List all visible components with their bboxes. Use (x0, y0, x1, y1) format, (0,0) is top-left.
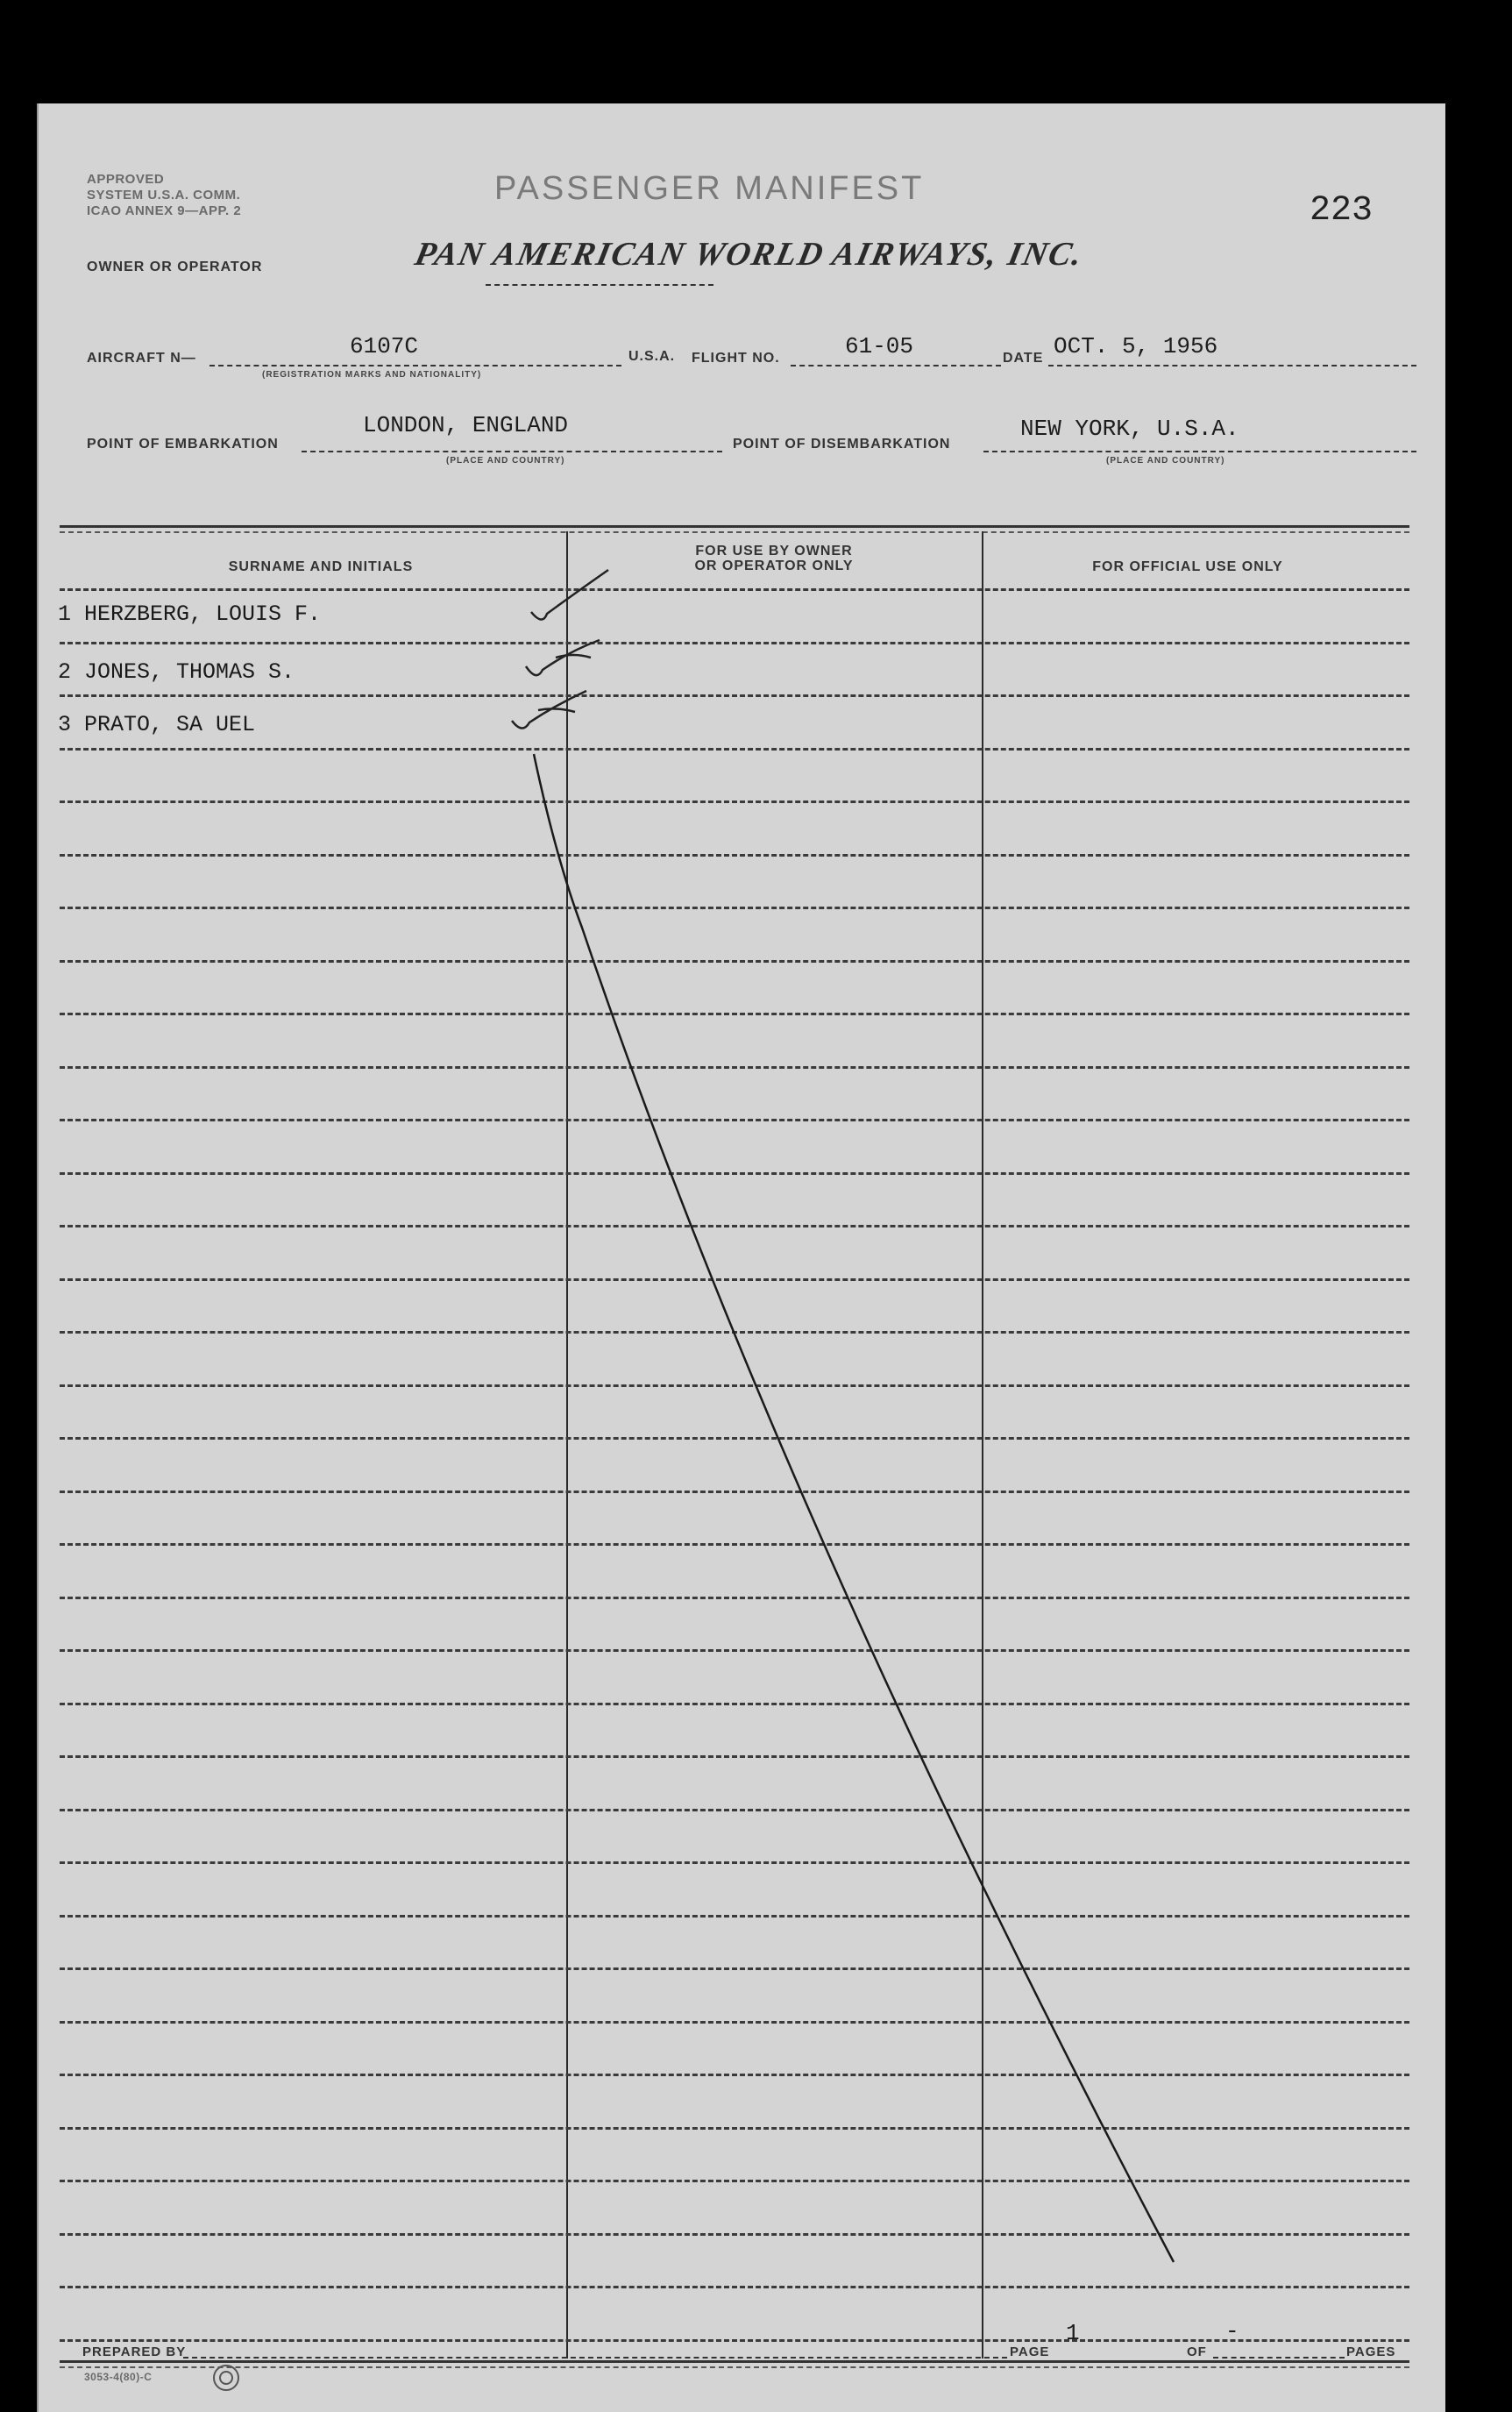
pages-label: PAGES (1346, 2344, 1396, 2359)
form-title: PASSENGER MANIFEST (494, 170, 925, 207)
flight-value: 61-05 (845, 333, 914, 359)
date-label: DATE (1003, 351, 1044, 366)
check-mark (526, 640, 600, 675)
union-label-icon (210, 2362, 242, 2394)
usa-label: U.S.A. (628, 349, 676, 364)
col-header-official: FOR OFFICIAL USE ONLY (1092, 559, 1283, 574)
aircraft-label: AIRCRAFT N— (87, 351, 196, 366)
owner-label: OWNER OR OPERATOR (87, 260, 263, 274)
col-header-owner-line1: FOR USE BY OWNER (695, 544, 853, 559)
approval-line: ICAO ANNEX 9—APP. 2 (87, 203, 242, 218)
embark-sublabel: (PLACE AND COUNTRY) (446, 456, 565, 466)
aircraft-value: 6107C (350, 333, 419, 359)
of-label: OF (1187, 2344, 1207, 2359)
aircraft-sublabel: (REGISTRATION MARKS AND NATIONALITY) (262, 370, 482, 380)
approval-line: SYSTEM U.S.A. COMM. (87, 188, 241, 203)
strike-through-line (534, 754, 1174, 2262)
flight-label: FLIGHT NO. (692, 351, 780, 366)
owner-value: PAN AMERICAN WORLD AIRWAYS, INC. (411, 236, 1088, 273)
disembark-value: NEW YORK, U.S.A. (1020, 416, 1239, 442)
page-label: PAGE (1010, 2344, 1050, 2359)
embark-label: POINT OF EMBARKATION (87, 437, 279, 452)
col-header-surname: SURNAME AND INITIALS (228, 559, 414, 574)
passenger-name: 3 PRATO, SA UEL (58, 712, 256, 737)
check-mark (512, 691, 586, 729)
disembark-label: POINT OF DISEMBARKATION (733, 437, 951, 452)
page-value: 1 (1066, 2320, 1080, 2346)
date-value: OCT. 5, 1956 (1054, 333, 1218, 359)
of-value: - (1225, 2318, 1239, 2344)
passenger-name: 2 JONES, THOMAS S. (58, 659, 295, 685)
passenger-name: 1 HERZBERG, LOUIS F. (58, 601, 322, 627)
disembark-sublabel: (PLACE AND COUNTRY) (1106, 456, 1225, 466)
page-number: 223 (1310, 191, 1374, 231)
form-code: 3053-4(80)-C (84, 2371, 153, 2383)
check-mark (531, 570, 608, 620)
col-header-owner-line2: OR OPERATOR ONLY (694, 559, 854, 573)
approval-line: APPROVED (87, 172, 165, 187)
prepared-label: PREPARED BY (82, 2344, 187, 2359)
manifest-sheet (37, 103, 1445, 2412)
handwritten-marks (39, 103, 1445, 2412)
embark-value: LONDON, ENGLAND (363, 412, 569, 438)
